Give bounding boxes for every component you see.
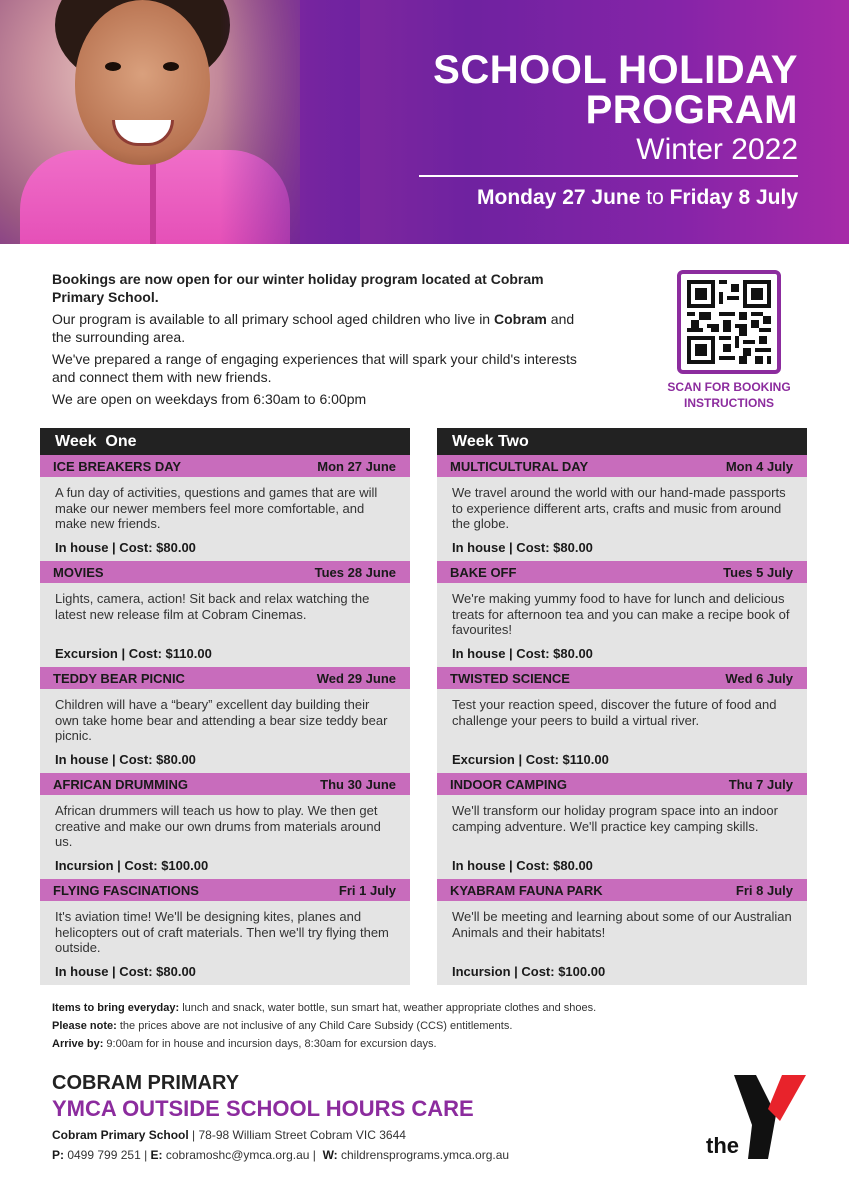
event-description: A fun day of activities, questions and games that are will make our newer members feel more comfortable, and make new friends. (55, 485, 378, 531)
event-description: We're making yummy food to have for lunch and delicious treats for afternoon tea and you can make a recipe book of favourites! (452, 591, 790, 637)
event-bar (40, 773, 410, 795)
event-description: It's aviation time! We'll be designing kites, planes and helicopters out of craft materials. Then we'll try flying them outside. (55, 909, 389, 955)
event-date: Tues 5 July (723, 564, 793, 580)
event-name: TEDDY BEAR PICNIC (53, 670, 185, 686)
address-line (52, 1128, 406, 1142)
event-name: KYABRAM FAUNA PARK (450, 882, 603, 898)
event-cost: In house | Cost: $80.00 (55, 540, 196, 555)
org-name-line1: COBRAM PRIMARY (52, 1072, 240, 1094)
event-cost: In house | Cost: $80.00 (452, 540, 593, 555)
email-link[interactable]: cobramoshc@ymca.org.au | (162, 1148, 323, 1162)
photo-zip (150, 160, 156, 244)
event-date: Thu 7 July (728, 776, 793, 792)
intro-paragraph-1 (52, 310, 592, 346)
title-divider (419, 175, 798, 177)
event-bar (437, 773, 807, 795)
event-description: Lights, camera, action! Sit back and relax watching the latest new release film at Cobram Cinemas. (55, 591, 370, 622)
program-title (433, 50, 798, 168)
qr-code-icon (687, 280, 771, 364)
event-cost: In house | Cost: $80.00 (452, 646, 593, 661)
event-bar (40, 455, 410, 477)
event-name: MOVIES (53, 564, 104, 580)
note-label: Please note: (52, 1020, 117, 1032)
org-name-line2: YMCA OUTSIDE SCHOOL HOURS CARE (52, 1096, 474, 1121)
event-card (40, 667, 410, 773)
date-to: Friday 8 July (669, 186, 798, 209)
photo-eye-right (163, 62, 179, 71)
program-dates (477, 184, 798, 212)
event-date: Thu 30 June (320, 776, 396, 792)
event-cost: Incursion | Cost: $100.00 (55, 858, 209, 873)
intro-lead: Bookings are now open for our winter holiday program located at Cobram Primary School. (52, 271, 544, 305)
season-label: Winter 2022 (636, 133, 798, 166)
event-bar (40, 667, 410, 689)
event-name: FLYING FASCINATIONS (53, 882, 199, 898)
intro-paragraph-2: We've prepared a range of engaging experiences that will spark your child's interests and connect them with new friends. (52, 351, 577, 385)
event-body (437, 583, 807, 667)
photo-eye-left (105, 62, 121, 71)
intro-town: Cobram (493, 311, 547, 327)
event-body (40, 583, 410, 667)
event-body (437, 795, 807, 879)
event-name: BAKE OFF (450, 564, 517, 580)
event-cost: In house | Cost: $80.00 (452, 858, 593, 873)
event-card (437, 667, 807, 773)
event-card (40, 561, 410, 667)
date-to-word: to (640, 186, 670, 209)
phone-link[interactable]: 0499 799 251 | (64, 1148, 151, 1162)
event-date: Fri 1 July (338, 882, 396, 898)
week-one-column (40, 428, 410, 985)
event-body (437, 477, 807, 561)
header-banner (0, 0, 849, 244)
event-body (40, 795, 410, 879)
event-bar (437, 561, 807, 583)
event-card (437, 561, 807, 667)
event-date: Mon 27 June (317, 458, 396, 474)
event-body (437, 901, 807, 985)
email-label: E: (150, 1148, 163, 1162)
items-label: Items to bring everyday: (52, 1002, 180, 1014)
qr-code[interactable] (677, 270, 781, 374)
event-bar (437, 455, 807, 477)
event-bar (40, 561, 410, 583)
event-description: African drummers will teach us how to play. We then get creative and make our own drums from materials around us. (55, 803, 381, 849)
event-cost: In house | Cost: $80.00 (55, 964, 196, 979)
title-line2: PROGRAM (585, 88, 798, 132)
event-description: We travel around the world with our hand-made passports to experience different arts, crafts and music from around the globe. (452, 485, 786, 531)
note-text: the prices above are not inclusive of any Child Care Subsidy (CCS) entitlements. (116, 1020, 513, 1032)
event-body (40, 689, 410, 773)
arrive-text: 9:00am for in house and incursion days, 8:30am for excursion days. (103, 1038, 437, 1050)
event-name: TWISTED SCIENCE (450, 670, 570, 686)
event-card (437, 773, 807, 879)
week-one-heading: Week One (40, 428, 410, 455)
event-date: Tues 28 June (314, 564, 396, 580)
event-name: AFRICAN DRUMMING (53, 776, 189, 792)
event-card (437, 455, 807, 561)
event-bar (437, 879, 807, 901)
week-two-heading: Week Two (437, 428, 807, 455)
intro-p1-a: Our program is available to all primary school aged children who live in (52, 311, 494, 327)
event-body (40, 901, 410, 985)
event-date: Mon 4 July (725, 458, 793, 474)
intro-p1-b: and the surrounding area. (52, 311, 575, 345)
photo-fade (220, 0, 360, 244)
event-cost: In house | Cost: $80.00 (55, 752, 196, 767)
price-note (52, 1017, 812, 1035)
phone-label: P: (52, 1148, 64, 1162)
date-from: Monday 27 June (477, 186, 641, 209)
event-name: INDOOR CAMPING (450, 776, 567, 792)
event-name: MULTICULTURAL DAY (450, 458, 589, 474)
event-bar (437, 667, 807, 689)
web-label: W: (322, 1148, 338, 1162)
notes (52, 999, 812, 1053)
school-name: Cobram Primary School (52, 1128, 189, 1142)
event-bar (40, 879, 410, 901)
items-note (52, 999, 812, 1017)
logo-text: the (706, 1133, 739, 1158)
event-date: Wed 6 July (725, 670, 793, 686)
address: | 78-98 William Street Cobram VIC 3644 (188, 1128, 406, 1142)
event-description: We'll transform our holiday program space into an indoor camping adventure. We'll practice key camping skills. (452, 803, 778, 834)
arrive-label: Arrive by: (52, 1038, 104, 1050)
intro-paragraph-3: We are open on weekdays from 6:30am to 6:00pm (52, 391, 367, 407)
event-card (40, 455, 410, 561)
event-body (40, 477, 410, 561)
event-body (437, 689, 807, 773)
intro-text (52, 270, 592, 412)
qr-caption: SCAN FOR BOOKING INSTRUCTIONS (667, 380, 791, 410)
event-date: Wed 29 June (316, 670, 396, 686)
event-description: Test your reaction speed, discover the future of food and challenge your peers to build a virtual river. (452, 697, 777, 728)
contact-line (52, 1148, 509, 1162)
event-card (40, 773, 410, 879)
event-cost: Excursion | Cost: $110.00 (452, 752, 609, 767)
arrival-note (52, 1035, 812, 1053)
title-line1: SCHOOL HOLIDAY (433, 48, 798, 92)
event-description: Children will have a “beary” excellent day building their own take home bear and attending a bear size teddy bear picnic. (55, 697, 388, 743)
event-name: ICE BREAKERS DAY (53, 458, 182, 474)
event-date: Fri 8 July (735, 882, 793, 898)
event-card (437, 879, 807, 985)
event-cost: Excursion | Cost: $110.00 (55, 646, 212, 661)
items-text: lunch and snack, water bottle, sun smart hat, weather appropriate clothes and shoes. (179, 1002, 597, 1014)
event-card (40, 879, 410, 985)
week-two-column (437, 428, 807, 985)
web-link[interactable]: childrensprograms.ymca.org.au (337, 1148, 510, 1162)
event-cost: Incursion | Cost: $100.00 (452, 964, 606, 979)
event-description: We'll be meeting and learning about some of our Australian Animals and their habitats! (452, 909, 792, 940)
